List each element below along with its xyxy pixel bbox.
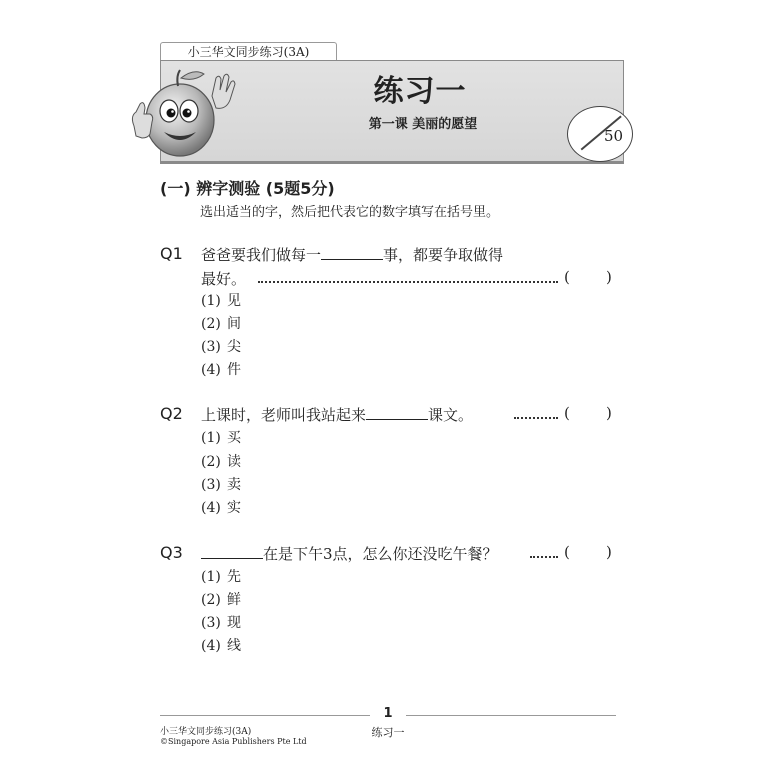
option-item: (3) 卖 (201, 477, 241, 493)
score-total: 50 (604, 127, 624, 145)
question-text-line2: 最好。 (201, 270, 247, 288)
question-number: Q3 (160, 543, 183, 562)
question-number: Q2 (160, 404, 183, 423)
option-item: (4) 实 (201, 500, 241, 516)
answer-blank (321, 245, 383, 260)
answer-paren-close: ) (606, 268, 612, 286)
footer-exercise-label: 练习一 (371, 726, 405, 739)
footer-book-title: 小三华文同步练习(3A) (160, 727, 252, 737)
footer-divider (160, 715, 370, 716)
leader-dots (514, 417, 558, 419)
section-instruction: 选出适当的字，然后把代表它的数字填写在括号里。 (200, 205, 500, 220)
option-item: (1) 见 (201, 293, 241, 309)
footer-copyright: ©Singapore Asia Publishers Pte Ltd (160, 737, 307, 746)
lesson-subtitle: 第一课 美丽的愿望 (368, 117, 478, 132)
exercise-title: 练习一 (373, 74, 467, 109)
question-text-after: 课文。 (428, 406, 474, 424)
question-text (201, 244, 503, 265)
section-title: (一) 辨字测验 (5题5分) (160, 179, 335, 198)
question-text (201, 543, 498, 564)
leader-dots (530, 556, 558, 558)
option-item: (1) 先 (201, 569, 241, 585)
option-item: (2) 鲜 (201, 592, 241, 608)
answer-paren-open: ( (564, 543, 570, 561)
question-text-after: 事，都要争取做得 (383, 246, 504, 264)
question-text-after: 在是下午3点，怎么你还没吃午餐？ (263, 545, 498, 563)
answer-blank (201, 544, 263, 559)
question-text-before: 上课时，老师叫我站起来 (201, 406, 367, 424)
footer-divider (406, 715, 616, 716)
book-tab-label: 小三华文同步练习(3A) (160, 42, 337, 61)
leader-dots (258, 281, 558, 283)
answer-paren-open: ( (564, 268, 570, 286)
page-number: 1 (383, 706, 393, 721)
question-text-before: 爸爸要我们做每一 (201, 246, 322, 264)
answer-paren-open: ( (564, 404, 570, 422)
question-text (201, 404, 473, 425)
question-number: Q1 (160, 244, 183, 263)
answer-paren-close: ) (606, 404, 612, 422)
answer-blank (366, 405, 428, 420)
option-item: (2) 间 (201, 316, 241, 332)
option-item: (3) 尖 (201, 339, 241, 355)
option-item: (3) 现 (201, 615, 241, 631)
option-item: (1) 买 (201, 430, 241, 446)
option-item: (4) 件 (201, 362, 241, 378)
option-item: (2) 读 (201, 454, 241, 470)
option-item: (4) 线 (201, 638, 241, 654)
answer-paren-close: ) (606, 543, 612, 561)
apple-mascot-icon (120, 56, 238, 168)
